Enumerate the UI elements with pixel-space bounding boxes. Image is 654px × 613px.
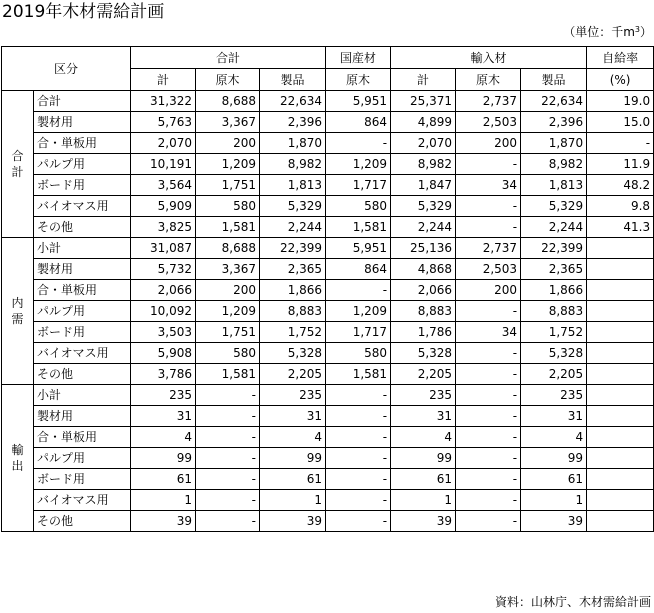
table-row [2, 112, 654, 133]
table-cell: 8,883 [391, 301, 456, 322]
table-cell: 4 [260, 427, 326, 448]
table-cell: 3,786 [131, 364, 196, 385]
table-cell: 39 [131, 511, 196, 532]
table-cell: - [456, 301, 521, 322]
table-row [2, 154, 654, 175]
table-cell: 200 [196, 133, 260, 154]
table-cell: - [326, 511, 391, 532]
table-cell: 22,634 [260, 91, 326, 112]
table-cell: 25,371 [391, 91, 456, 112]
table-cell: 5,328 [260, 343, 326, 364]
table-cell: 864 [326, 112, 391, 133]
table-cell: 1,870 [260, 133, 326, 154]
table-cell: 2,205 [521, 364, 587, 385]
header-group-domestic: 国産材 [326, 47, 391, 69]
table-cell: - [326, 406, 391, 427]
table-row [2, 91, 654, 112]
table-cell: 1 [260, 490, 326, 511]
table-row [2, 322, 654, 343]
table-cell: 2,244 [391, 217, 456, 238]
header-group-import: 輸入材 [391, 47, 587, 69]
table-cell: 2,396 [521, 112, 587, 133]
table-cell [587, 490, 654, 511]
header-import-product: 製品 [521, 69, 587, 91]
table-cell: 5,763 [131, 112, 196, 133]
row-label: その他 [34, 217, 131, 238]
header-domestic-log: 原木 [326, 69, 391, 91]
table-cell: - [326, 469, 391, 490]
table-cell [587, 322, 654, 343]
table-cell: 8,982 [260, 154, 326, 175]
table-cell: 5,329 [521, 196, 587, 217]
table-cell: 31 [521, 406, 587, 427]
table-cell: 8,883 [521, 301, 587, 322]
table-cell: 1,581 [326, 364, 391, 385]
table-cell: - [456, 196, 521, 217]
table-row [2, 364, 654, 385]
table-cell: - [196, 427, 260, 448]
table-cell: 34 [456, 175, 521, 196]
table-cell: 2,503 [456, 112, 521, 133]
table-cell: - [456, 406, 521, 427]
table-cell: 2,244 [521, 217, 587, 238]
table-cell: 1,581 [326, 217, 391, 238]
unit-suffix: ） [639, 25, 652, 39]
table-cell: 8,982 [521, 154, 587, 175]
table-cell: 10,191 [131, 154, 196, 175]
table-cell: 5,329 [391, 196, 456, 217]
table-cell: 235 [260, 385, 326, 406]
table-cell [587, 280, 654, 301]
unit-superscript: 3 [634, 25, 640, 34]
table-cell: 4,868 [391, 259, 456, 280]
row-label: 小計 [34, 238, 131, 259]
table-cell: 41.3 [587, 217, 654, 238]
table-row [2, 343, 654, 364]
table-cell: 1,866 [521, 280, 587, 301]
table-row [2, 490, 654, 511]
table-cell: 48.2 [587, 175, 654, 196]
table-cell: 39 [521, 511, 587, 532]
row-label: 小計 [34, 385, 131, 406]
table-cell: - [196, 469, 260, 490]
table-cell: 22,634 [521, 91, 587, 112]
row-label: パルプ用 [34, 301, 131, 322]
table-row [2, 238, 654, 259]
table-row [2, 217, 654, 238]
row-label: その他 [34, 511, 131, 532]
table-cell: 25,136 [391, 238, 456, 259]
table-cell [587, 364, 654, 385]
table-cell: 3,825 [131, 217, 196, 238]
table-row [2, 175, 654, 196]
table-cell: - [456, 385, 521, 406]
header-category: 区分 [2, 47, 131, 91]
table-row [2, 511, 654, 532]
table-cell: 31 [131, 406, 196, 427]
table-cell: 19.0 [587, 91, 654, 112]
table-row [2, 427, 654, 448]
table-cell: 31 [260, 406, 326, 427]
table-cell: 1,209 [326, 301, 391, 322]
table-row [2, 385, 654, 406]
table-cell: 5,329 [260, 196, 326, 217]
source-note: 資料：山林庁、木材需給計画 [494, 595, 651, 609]
table-cell: 2,737 [456, 91, 521, 112]
table-cell: 2,503 [456, 259, 521, 280]
table-cell: 1,751 [196, 322, 260, 343]
table-cell: 39 [260, 511, 326, 532]
row-label: その他 [34, 364, 131, 385]
row-label: 合・単板用 [34, 427, 131, 448]
table-cell: 1,752 [260, 322, 326, 343]
table-cell: - [196, 448, 260, 469]
table-row [2, 448, 654, 469]
header-total-sum: 計 [131, 69, 196, 91]
table-cell: 580 [196, 343, 260, 364]
header-row-1 [2, 47, 654, 69]
table-cell: 1 [521, 490, 587, 511]
table-cell: 1,581 [196, 217, 260, 238]
table-cell: 99 [131, 448, 196, 469]
table-cell [587, 238, 654, 259]
table-cell: 1,209 [196, 301, 260, 322]
row-label: バイオマス用 [34, 490, 131, 511]
table-cell [587, 343, 654, 364]
section-label [2, 385, 34, 532]
table-cell: 1,751 [196, 175, 260, 196]
page-title: 2019年木材需給計画 [2, 2, 165, 22]
table-cell: 5,951 [326, 91, 391, 112]
table-cell: - [456, 343, 521, 364]
table-cell: 5,328 [391, 343, 456, 364]
header-import-log: 原木 [456, 69, 521, 91]
table-cell: 2,396 [260, 112, 326, 133]
table-cell: 235 [521, 385, 587, 406]
table-cell: 2,066 [131, 280, 196, 301]
table-cell: 1,866 [260, 280, 326, 301]
table-cell: 3,367 [196, 112, 260, 133]
section-label-text: 輸出 [11, 443, 24, 473]
table-cell: 1,752 [521, 322, 587, 343]
table-cell: - [196, 490, 260, 511]
table-cell: 8,982 [391, 154, 456, 175]
table-cell: 1,717 [326, 322, 391, 343]
table-cell: - [326, 490, 391, 511]
table-cell: 39 [391, 511, 456, 532]
row-label: 製材用 [34, 406, 131, 427]
table-cell: 2,070 [391, 133, 456, 154]
row-label: バイオマス用 [34, 196, 131, 217]
table-cell: 9.8 [587, 196, 654, 217]
table-cell: 99 [260, 448, 326, 469]
table-cell: 31 [391, 406, 456, 427]
table-cell: 1,813 [521, 175, 587, 196]
table-cell: 4 [521, 427, 587, 448]
table-cell: 10,092 [131, 301, 196, 322]
table-cell: - [196, 406, 260, 427]
row-label: ボード用 [34, 175, 131, 196]
table-cell: 4 [391, 427, 456, 448]
header-import-sum: 計 [391, 69, 456, 91]
table-cell: 22,399 [521, 238, 587, 259]
table-cell: - [326, 280, 391, 301]
table-cell: 2,066 [391, 280, 456, 301]
header-group-total: 合計 [131, 47, 326, 69]
table-cell [587, 469, 654, 490]
table-cell: - [326, 133, 391, 154]
table-cell [587, 301, 654, 322]
table-cell: - [456, 154, 521, 175]
table-cell: 3,564 [131, 175, 196, 196]
table-cell: - [326, 385, 391, 406]
table-cell: 1,209 [196, 154, 260, 175]
table-cell: 5,732 [131, 259, 196, 280]
table-cell: - [196, 385, 260, 406]
table-cell: 580 [196, 196, 260, 217]
table-cell: 2,365 [260, 259, 326, 280]
row-label: ボード用 [34, 322, 131, 343]
table-cell [587, 259, 654, 280]
table-cell: 2,205 [260, 364, 326, 385]
table-cell: 61 [131, 469, 196, 490]
row-label: パルプ用 [34, 448, 131, 469]
table-row [2, 469, 654, 490]
section-label [2, 91, 34, 238]
table-cell: - [326, 448, 391, 469]
table-cell: 5,951 [326, 238, 391, 259]
section-label [2, 238, 34, 385]
row-label: 製材用 [34, 259, 131, 280]
table-cell: 1 [391, 490, 456, 511]
table-cell: 2,365 [521, 259, 587, 280]
row-label: ボード用 [34, 469, 131, 490]
table-cell: 34 [456, 322, 521, 343]
table-cell: - [456, 448, 521, 469]
table-cell: 2,244 [260, 217, 326, 238]
table-cell: 61 [391, 469, 456, 490]
table-cell: 3,367 [196, 259, 260, 280]
table-cell: - [456, 511, 521, 532]
table-cell: 1,813 [260, 175, 326, 196]
section-label-text: 内需 [11, 296, 24, 326]
table-cell: 31,087 [131, 238, 196, 259]
table-cell: 5,908 [131, 343, 196, 364]
table-body [2, 91, 654, 532]
table-cell: 2,070 [131, 133, 196, 154]
table-cell: 235 [131, 385, 196, 406]
table-cell [587, 511, 654, 532]
table-cell: 5,328 [521, 343, 587, 364]
table-cell: 3,503 [131, 322, 196, 343]
unit-note [563, 24, 652, 40]
header-total-log: 原木 [196, 69, 260, 91]
table-cell: 22,399 [260, 238, 326, 259]
table-cell [587, 448, 654, 469]
header-total-product: 製品 [260, 69, 326, 91]
row-label: パルプ用 [34, 154, 131, 175]
table-cell: 99 [521, 448, 587, 469]
table-cell: 200 [456, 280, 521, 301]
row-label: 合・単板用 [34, 133, 131, 154]
supply-demand-table [1, 46, 654, 532]
table-cell: - [456, 490, 521, 511]
table-cell: 1,847 [391, 175, 456, 196]
table-row [2, 259, 654, 280]
table-cell: 1,581 [196, 364, 260, 385]
table-cell [587, 406, 654, 427]
table-cell [587, 427, 654, 448]
table-cell: 1,870 [521, 133, 587, 154]
table-cell: 8,883 [260, 301, 326, 322]
table-cell: 1,717 [326, 175, 391, 196]
table-cell: - [456, 364, 521, 385]
row-label: 製材用 [34, 112, 131, 133]
table-cell: 8,688 [196, 91, 260, 112]
table-cell: 864 [326, 259, 391, 280]
table-cell: 2,205 [391, 364, 456, 385]
table-row [2, 406, 654, 427]
table-cell: - [456, 217, 521, 238]
table-row [2, 196, 654, 217]
header-group-self-sufficiency: 自給率 [587, 47, 654, 69]
table-cell: 31,322 [131, 91, 196, 112]
table-cell: - [196, 511, 260, 532]
unit-prefix: （単位：千m [563, 25, 635, 39]
table-cell: - [456, 469, 521, 490]
row-label: バイオマス用 [34, 343, 131, 364]
header-self-sufficiency-unit: (%) [587, 69, 654, 91]
table-cell: - [326, 427, 391, 448]
table-row [2, 133, 654, 154]
table-cell: 200 [196, 280, 260, 301]
section-label-text: 合計 [11, 149, 24, 179]
table-cell [587, 385, 654, 406]
table-cell: 580 [326, 343, 391, 364]
table-cell: - [456, 427, 521, 448]
table-row [2, 301, 654, 322]
table-cell: 4,899 [391, 112, 456, 133]
table-cell: 8,688 [196, 238, 260, 259]
table-cell: 15.0 [587, 112, 654, 133]
table-cell: 5,909 [131, 196, 196, 217]
table-cell: - [587, 133, 654, 154]
table-cell: 4 [131, 427, 196, 448]
table-cell: 1,209 [326, 154, 391, 175]
table-cell: 580 [326, 196, 391, 217]
table-cell: 61 [521, 469, 587, 490]
table-cell: 1,786 [391, 322, 456, 343]
table-cell: 200 [456, 133, 521, 154]
table-cell: 235 [391, 385, 456, 406]
table-cell: 2,737 [456, 238, 521, 259]
table-row [2, 280, 654, 301]
table-cell: 11.9 [587, 154, 654, 175]
table-cell: 99 [391, 448, 456, 469]
row-label: 合計 [34, 91, 131, 112]
table-cell: 1 [131, 490, 196, 511]
row-label: 合・単板用 [34, 280, 131, 301]
table-cell: 61 [260, 469, 326, 490]
